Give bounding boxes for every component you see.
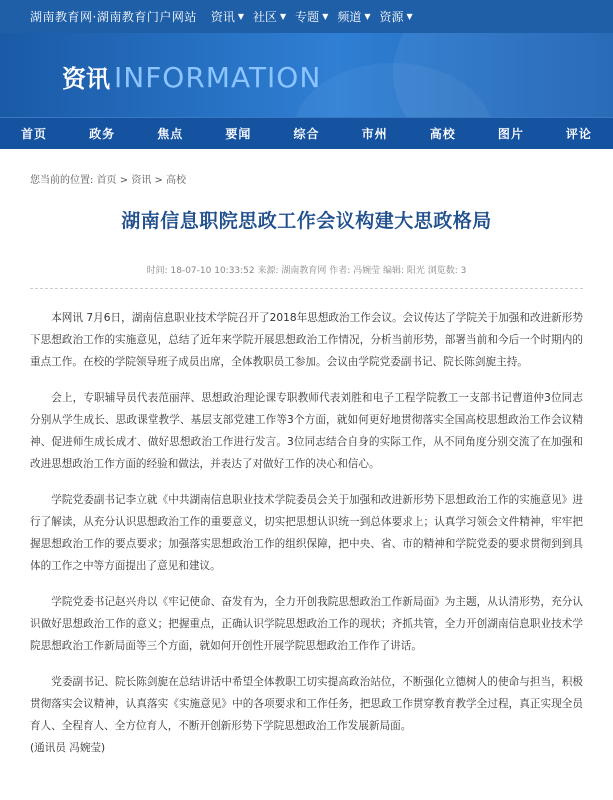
breadcrumb-home[interactable]: 首页 bbox=[96, 175, 117, 186]
nav-tab-focus[interactable]: 焦点 bbox=[157, 127, 184, 141]
article-title: 湖南信息职院思政工作会议构建大思政格局 bbox=[121, 210, 492, 232]
site-name-link[interactable]: 湖南教育网·湖南教育门户网站 bbox=[30, 10, 197, 24]
article-paragraph: 本网讯 7月6日，湖南信息职业技术学院召开了2018年思想政治工作会议。会议传达了学院关于加强和改进新形势下思想政治工作的实施意见，总结了近年来学院开展思想政治工作情况，分析当前形势，部署当前和今后一个时期内的重点工作。在校的学院领导班子成员出席，全体教职员工参加。会议由学院党委副书记、院长陈剑旎主持。 bbox=[30, 312, 583, 368]
topbar-nav-channels[interactable] bbox=[337, 8, 370, 25]
caret-down-icon: ▼ bbox=[364, 12, 371, 21]
nav-tab-government[interactable]: 政务 bbox=[89, 127, 116, 141]
header-banner bbox=[0, 33, 613, 117]
nav-tab-home[interactable]: 首页 bbox=[21, 127, 48, 141]
nav-tab-comments[interactable]: 评论 bbox=[565, 127, 592, 141]
article-byline: (通讯员 冯婉莹) bbox=[30, 742, 106, 754]
breadcrumb-universities[interactable]: 高校 bbox=[166, 175, 187, 186]
nav-tab-general[interactable]: 综合 bbox=[293, 127, 320, 141]
article-paragraph: 会上，专职辅导员代表范丽萍、思想政治理论课专职教师代表刘胜和电子工程学院教工一支部书记曹道仲3位同志分别从学生成长、思政课堂教学、基层支部党建工作等3个方面，就如何更好地贯彻落实全国高校思想政治工作会议精神、促进师生成长成才、做好思想政治工作进行发言。3位同志结合自身的实际工作，从不同角度分别交流了在加强和改进思想政治工作方面的经验和做法，并表达了对做好工作的决心和信心。 bbox=[30, 392, 583, 470]
breadcrumb-info[interactable]: 资讯 bbox=[131, 175, 152, 186]
logo-cn-text: 资讯 bbox=[62, 65, 110, 93]
breadcrumb-prefix: 您当前的位置: bbox=[30, 175, 94, 186]
topbar-nav-label: 资源 bbox=[379, 10, 404, 24]
topbar-nav-label: 社区 bbox=[253, 10, 278, 24]
top-bar bbox=[0, 0, 613, 33]
topbar-nav-community[interactable] bbox=[253, 8, 286, 25]
main-nav bbox=[0, 117, 613, 149]
caret-down-icon: ▼ bbox=[280, 12, 287, 21]
article-meta: 时间: 18-07-10 10:33:52 来源: 湖南教育网 作者: 冯婉莹 编辑: 阳光 浏览数: 3 bbox=[146, 266, 467, 276]
nav-tab-universities[interactable]: 高校 bbox=[429, 127, 456, 141]
topbar-nav-label: 频道 bbox=[337, 10, 362, 24]
breadcrumb-separator: > bbox=[119, 175, 129, 186]
article-paragraph: 党委副书记、院长陈剑旎在总结讲话中希望全体教职工切实提高政治站位，不断强化立德树人的使命与担当，积极贯彻落实会议精神，认真落实《实施意见》中的各项要求和工作任务，把思政工作贯穿教育教学全过程，真正实现全员育人、全程育人、全方位育人，不断开创新形势下学院思想政治工作发展新局面。 bbox=[30, 676, 583, 732]
topbar-nav-topics[interactable] bbox=[295, 8, 328, 25]
breadcrumb bbox=[0, 171, 613, 186]
article-paragraph: 学院党委书记赵兴舟以《牢记使命、奋发有为，全力开创我院思想政治工作新局面》为主题，从认清形势，充分认识做好思想政治工作的意义；把握重点，正确认识学院思想政治工作的现状；齐抓共管，全力开创湖南信息职业技术学院思想政治工作新局面等三个方面，就如何开创性开展学院思想政治工作作了讲话。 bbox=[30, 596, 583, 652]
divider bbox=[30, 288, 583, 289]
nav-tab-cities[interactable]: 市州 bbox=[361, 127, 388, 141]
caret-down-icon: ▼ bbox=[406, 12, 413, 21]
topbar-nav-label: 专题 bbox=[295, 10, 320, 24]
topbar-nav-label: 资讯 bbox=[210, 10, 235, 24]
article-body bbox=[0, 307, 613, 759]
topbar-nav-resources[interactable] bbox=[380, 8, 413, 25]
nav-tab-headlines[interactable]: 要闻 bbox=[225, 127, 252, 141]
channel-logo[interactable] bbox=[62, 59, 321, 94]
breadcrumb-separator: > bbox=[154, 175, 163, 186]
topbar-nav-info[interactable] bbox=[211, 8, 244, 25]
caret-down-icon: ▼ bbox=[322, 12, 329, 21]
caret-down-icon: ▼ bbox=[237, 12, 244, 21]
logo-en-text: INFORMATION bbox=[114, 61, 322, 94]
nav-tab-pictures[interactable]: 图片 bbox=[497, 127, 524, 141]
article-paragraph: 学院党委副书记李立就《中共湖南信息职业技术学院委员会关于加强和改进新形势下思想政治工作的实施意见》进行了解读，从充分认识思想政治工作的重要意义，切实把思想认识统一到总体要求上；认真学习领会文件精神，牢牢把握思想政治工作的要点要求；加强落实思想政治工作的组织保障，把中央、省、市的精神和学院党委的要求贯彻到到具体的工作之中等方面提出了意见和建议。 bbox=[30, 494, 583, 572]
